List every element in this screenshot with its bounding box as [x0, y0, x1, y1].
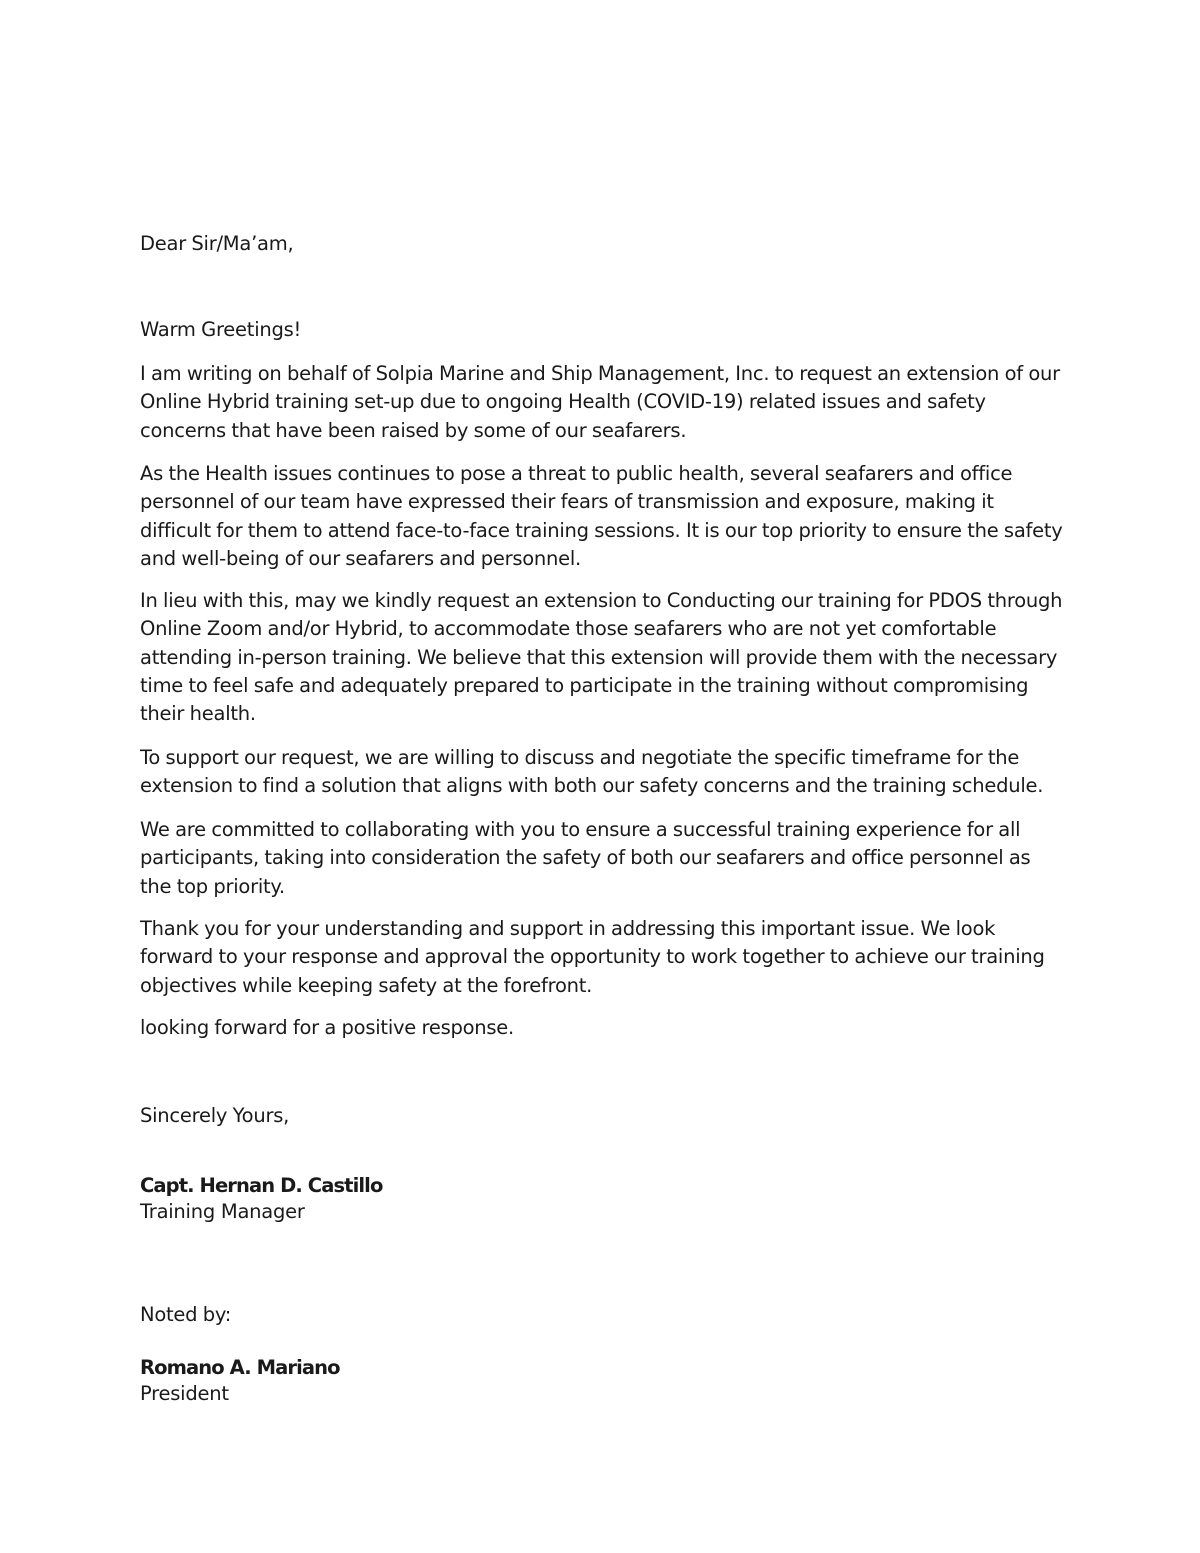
noted-by-label: Noted by:	[140, 1303, 232, 1326]
paragraph-extension-request: In lieu with this, may we kindly request an extension to Conducting our training for PDOS through Online Zoom and/or Hybrid, to accommodate those seafarers who are not yet comfortable attending in-person training. We believe that this extension will provide them with the necessary time to feel safe and adequately prepared to participate in the training without compromising their health.	[140, 589, 1063, 726]
paragraph-negotiation: To support our request, we are willing to discuss and negotiate the specific timeframe for the extension to find a solution that aligns with both our safety concerns and the training schedule.	[140, 746, 1044, 798]
signatory-name: Capt. Hernan D. Castillo	[140, 1174, 383, 1197]
paragraph-thanks: Thank you for your understanding and support in addressing this important issue. We look forward to your response and approval the opportunity to work together to achieve our training objectives while keeping safety at the forefront.	[140, 917, 1045, 997]
paragraph-health-concerns: As the Health issues continues to pose a threat to public health, several seafarers and office personnel of our team have expressed their fears of transmission and exposure, making it difficult for them to attend face-to-face training sessions. It is our top priority to ensure the safety and well-being of our seafarers and personnel.	[140, 462, 1063, 570]
paragraph-commitment: We are committed to collaborating with you to ensure a successful training experience for all participants, taking into consideration the safety of both our seafarers and office personnel as the top priority.	[140, 818, 1031, 898]
paragraph-request: I am writing on behalf of Solpia Marine and Ship Management, Inc. to request an extension of our Online Hybrid training set-up due to ongoing Health (COVID-19) related issues and safety concerns that have been raised by some of our seafarers.	[140, 362, 1060, 442]
closing: Sincerely Yours,	[140, 1104, 290, 1127]
noted-by-name: Romano A. Mariano	[140, 1356, 340, 1379]
greeting: Warm Greetings!	[140, 318, 302, 341]
paragraph-closing-remark: looking forward for a positive response.	[140, 1016, 514, 1039]
signatory-title: Training Manager	[140, 1200, 305, 1223]
noted-by-title: President	[140, 1382, 229, 1405]
salutation: Dear Sir/Ma’am,	[140, 232, 294, 255]
